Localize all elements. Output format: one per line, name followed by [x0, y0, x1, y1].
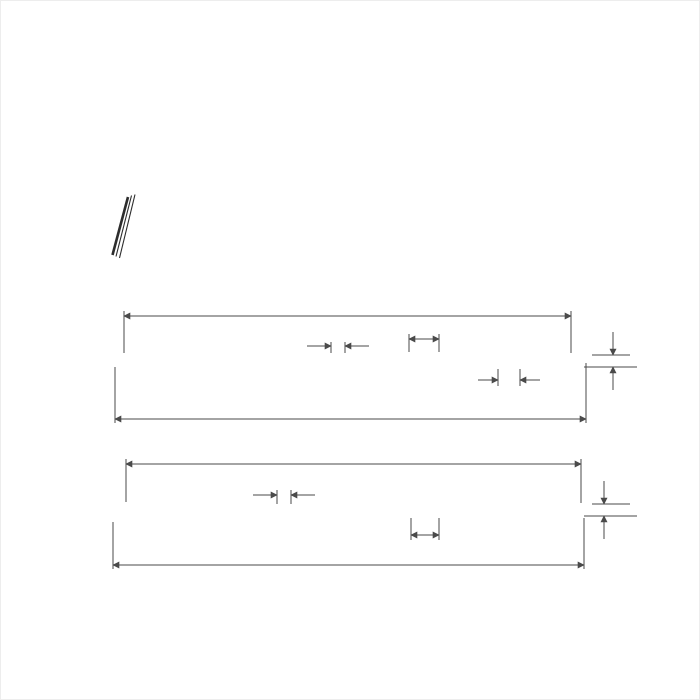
- section1-callouts: [154, 325, 273, 398]
- brand-logo-icon: [159, 409, 212, 448]
- technical-drawing: [1, 1, 700, 700]
- sheet-3d-sketch: [113, 195, 136, 259]
- section2-callouts: [179, 470, 218, 505]
- brand-watermark: [159, 266, 285, 448]
- brand-logo-icon: [232, 266, 285, 305]
- section2-dimensions: [113, 459, 637, 569]
- section1-dimensions: [115, 311, 637, 423]
